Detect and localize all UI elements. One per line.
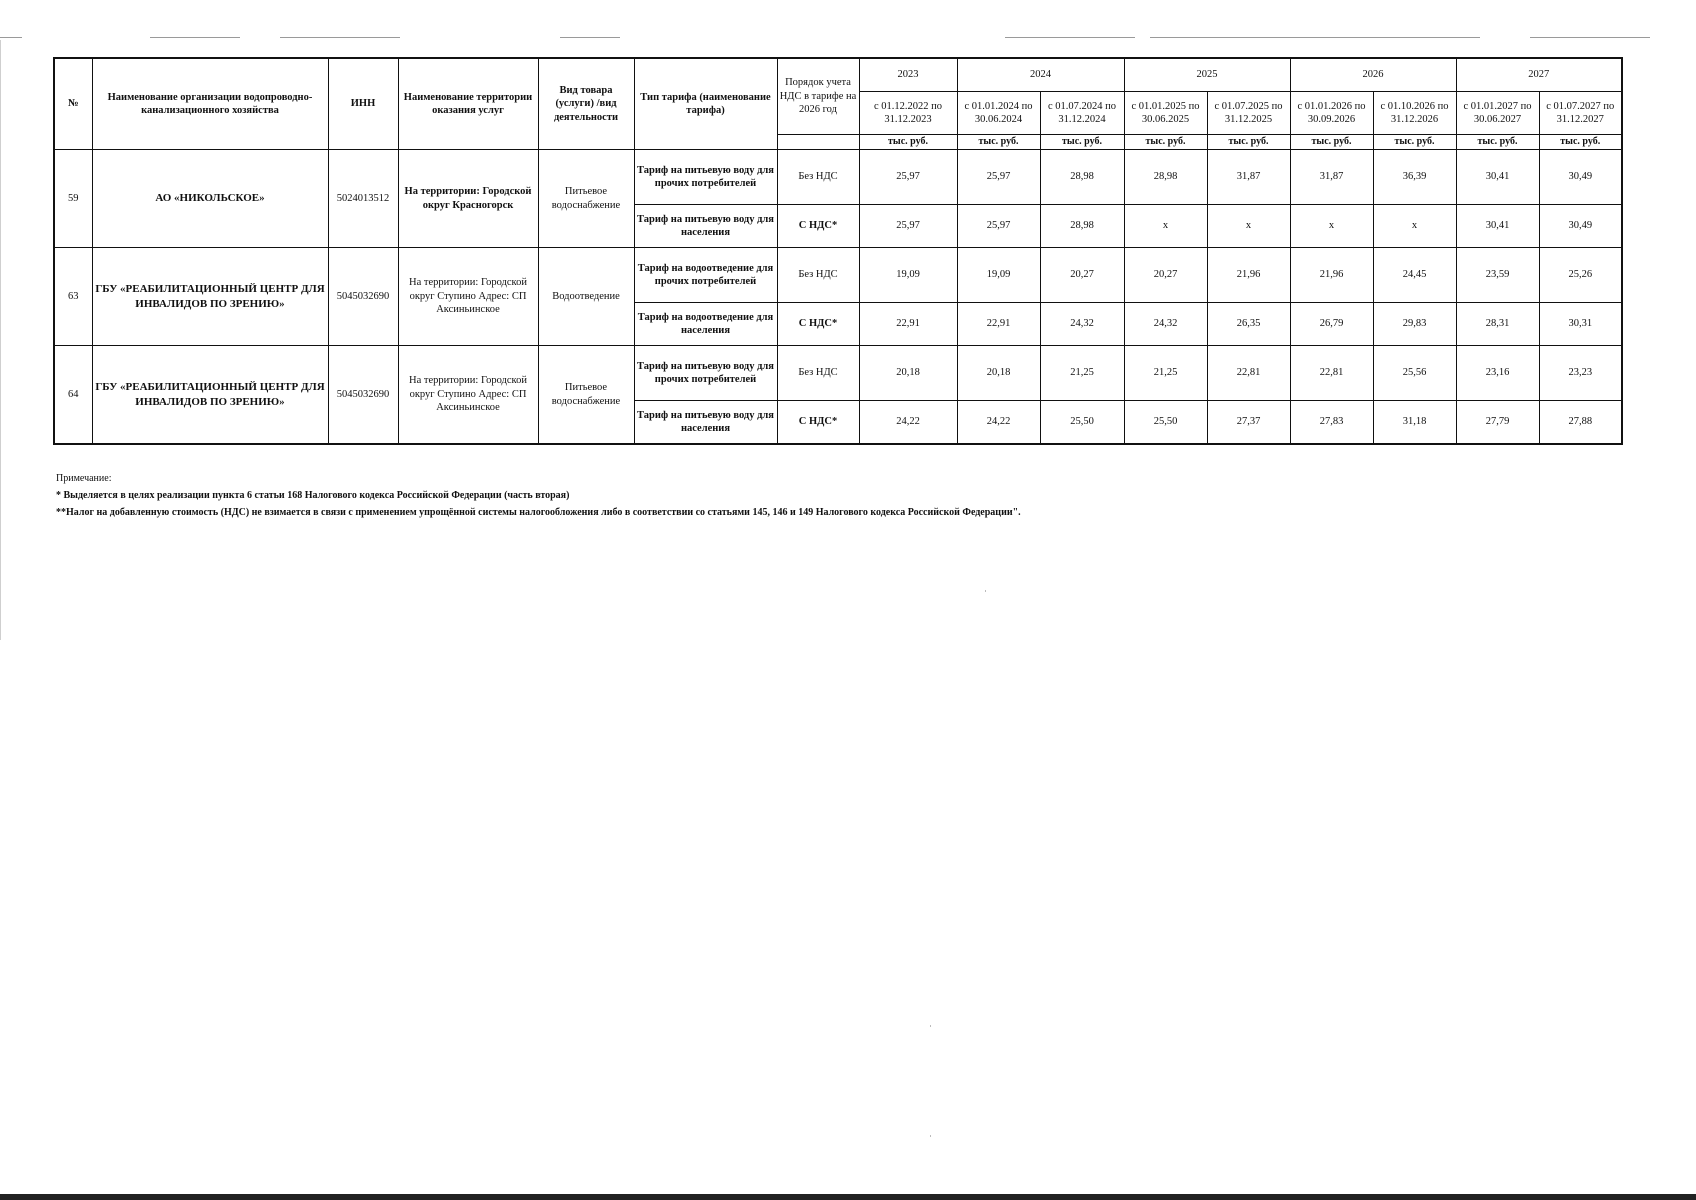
vat-order: Без НДС: [777, 248, 859, 303]
org-name: ГБУ «РЕАБИЛИТАЦИОННЫЙ ЦЕНТР ДЛЯ ИНВАЛИДОВ ПО ЗРЕНИЮ»: [92, 248, 328, 346]
tariff-value: 22,81: [1290, 346, 1373, 401]
table-row: [54, 248, 1622, 303]
header-service: Вид товара (услуги) /вид деятельности: [538, 58, 634, 150]
tariff-value: 19,09: [957, 248, 1040, 303]
tariff-value: 25,97: [859, 150, 957, 205]
tariff-value: 27,88: [1539, 401, 1622, 445]
tariff-value: 28,98: [1124, 150, 1207, 205]
header-unit: тыс. руб.: [1040, 135, 1124, 150]
tariff-value: 25,97: [957, 205, 1040, 248]
header-unit: тыс. руб.: [1456, 135, 1539, 150]
tariff-value: 27,79: [1456, 401, 1539, 445]
scan-mark: [1530, 37, 1650, 38]
vat-order: С НДС*: [777, 303, 859, 346]
header-vat-order: Порядок учета НДС в тарифе на 2026 год: [777, 58, 859, 135]
tariff-value: 26,35: [1207, 303, 1290, 346]
tariff-value: 19,09: [859, 248, 957, 303]
tariff-value: 25,26: [1539, 248, 1622, 303]
scan-mark: [1150, 37, 1480, 38]
header-unit: тыс. руб.: [1207, 135, 1290, 150]
note-line: * Выделяется в целях реализации пункта 6 статьи 168 Налогового кодекса Российской Федерации (часть вторая): [56, 490, 570, 501]
header-unit: тыс. руб.: [1373, 135, 1456, 150]
scan-mark: [150, 37, 240, 38]
header-period: с 01.01.2025 по 30.06.2025: [1124, 92, 1207, 135]
tariff-value: 21,96: [1290, 248, 1373, 303]
tariff-value: 22,91: [859, 303, 957, 346]
tariff-value: 36,39: [1373, 150, 1456, 205]
tariff-value: 25,50: [1124, 401, 1207, 445]
org-name: АО «НИКОЛЬСКОЕ»: [92, 150, 328, 248]
tariff-value: 25,50: [1040, 401, 1124, 445]
header-period: с 01.01.2027 по 30.06.2027: [1456, 92, 1539, 135]
territory: На территории: Городской округ Ступино Адрес: СП Аксиньинское: [398, 248, 538, 346]
tariff-value: 27,83: [1290, 401, 1373, 445]
service-type: Питьевое водоснабжение: [538, 150, 634, 248]
header-unit: тыс. руб.: [859, 135, 957, 150]
org-name: ГБУ «РЕАБИЛИТАЦИОННЫЙ ЦЕНТР ДЛЯ ИНВАЛИДОВ ПО ЗРЕНИЮ»: [92, 346, 328, 445]
tariff-value: 21,25: [1124, 346, 1207, 401]
inn-value: 5045032690: [328, 346, 398, 445]
tariff-value: 25,97: [957, 150, 1040, 205]
scan-mark: [0, 37, 22, 38]
tariff-value: 24,32: [1124, 303, 1207, 346]
scan-edge: [0, 40, 1, 640]
territory: На территории: Городской округ Красногорск: [398, 150, 538, 248]
tariff-table: [53, 57, 1623, 445]
header-period: с 01.07.2027 по 31.12.2027: [1539, 92, 1622, 135]
table-row: [54, 150, 1622, 205]
header-period: с 01.12.2022 по 31.12.2023: [859, 92, 957, 135]
row-number: 59: [54, 150, 92, 248]
tariff-value: 28,98: [1040, 205, 1124, 248]
tariff-value: 30,49: [1539, 150, 1622, 205]
header-vat-order-continued: [777, 135, 859, 150]
header-territory: Наименование территории оказания услуг: [398, 58, 538, 150]
tariff-value: 28,98: [1040, 150, 1124, 205]
tariff-value: 20,18: [859, 346, 957, 401]
header-row-years: [54, 58, 1622, 92]
tariff-value: 21,25: [1040, 346, 1124, 401]
scan-mark: [1005, 37, 1135, 38]
tariff-value: x: [1207, 205, 1290, 248]
tariff-value: 23,59: [1456, 248, 1539, 303]
header-unit: тыс. руб.: [1124, 135, 1207, 150]
tariff-value: 25,97: [859, 205, 957, 248]
tariff-value: x: [1290, 205, 1373, 248]
tariff-value: 25,56: [1373, 346, 1456, 401]
tariff-value: 29,83: [1373, 303, 1456, 346]
tariff-value: 31,87: [1290, 150, 1373, 205]
tariff-value: 30,49: [1539, 205, 1622, 248]
tariff-value: 20,27: [1040, 248, 1124, 303]
inn-value: 5045032690: [328, 248, 398, 346]
scan-speck: [930, 1135, 931, 1137]
note-line: **Налог на добавленную стоимость (НДС) не взимается в связи с применением упрощённой системы налогообложения либо в соответствии со статьями 145, 146 и 149 Налогового кодекса Российской Федерации".: [56, 507, 1021, 518]
tariff-value: 22,91: [957, 303, 1040, 346]
header-no: №: [54, 58, 92, 150]
tariff-value: 30,41: [1456, 205, 1539, 248]
scan-mark: [280, 37, 400, 38]
tariff-name: Тариф на питьевую воду для прочих потребителей: [634, 150, 777, 205]
territory: На территории: Городской округ Ступино Адрес: СП Аксиньинское: [398, 346, 538, 445]
header-unit: тыс. руб.: [1290, 135, 1373, 150]
tariff-value: 23,23: [1539, 346, 1622, 401]
tariff-value: 23,16: [1456, 346, 1539, 401]
tariff-value: 21,96: [1207, 248, 1290, 303]
tariff-value: 20,27: [1124, 248, 1207, 303]
header-year-2023: 2023: [859, 58, 957, 92]
scan-speck: [985, 590, 986, 592]
tariff-value: 24,22: [859, 401, 957, 445]
tariff-value: 22,81: [1207, 346, 1290, 401]
tariff-value: 27,37: [1207, 401, 1290, 445]
scan-mark: [560, 37, 620, 38]
header-year-2025: 2025: [1124, 58, 1290, 92]
header-period: с 01.10.2026 по 31.12.2026: [1373, 92, 1456, 135]
tariff-value: 24,45: [1373, 248, 1456, 303]
tariff-value: 31,87: [1207, 150, 1290, 205]
notes-section: [56, 470, 1021, 521]
header-org-name: Наименование организации водопроводно-канализационного хозяйства: [92, 58, 328, 150]
header-unit: тыс. руб.: [957, 135, 1040, 150]
scan-bottom-band: [0, 1194, 1696, 1200]
tariff-value: 24,32: [1040, 303, 1124, 346]
tariff-value: 31,18: [1373, 401, 1456, 445]
header-period: с 01.01.2024 по 30.06.2024: [957, 92, 1040, 135]
inn-value: 5024013512: [328, 150, 398, 248]
scan-speck: [930, 1025, 931, 1027]
header-period: с 01.01.2026 по 30.09.2026: [1290, 92, 1373, 135]
header-period: с 01.07.2025 по 31.12.2025: [1207, 92, 1290, 135]
vat-order: Без НДС: [777, 346, 859, 401]
header-year-2026: 2026: [1290, 58, 1456, 92]
tariff-name: Тариф на питьевую воду для населения: [634, 205, 777, 248]
tariff-value: 28,31: [1456, 303, 1539, 346]
table-row: [54, 346, 1622, 401]
tariff-name: Тариф на водоотведение для населения: [634, 303, 777, 346]
header-unit: тыс. руб.: [1539, 135, 1622, 150]
row-number: 64: [54, 346, 92, 445]
service-type: Питьевое водоснабжение: [538, 346, 634, 445]
tariff-value: x: [1373, 205, 1456, 248]
tariff-name: Тариф на питьевую воду для населения: [634, 401, 777, 445]
tariff-value: 26,79: [1290, 303, 1373, 346]
header-year-2024: 2024: [957, 58, 1124, 92]
vat-order: Без НДС: [777, 150, 859, 205]
header-tariff-type: Тип тарифа (наименование тарифа): [634, 58, 777, 150]
tariff-value: 30,41: [1456, 150, 1539, 205]
vat-order: С НДС*: [777, 205, 859, 248]
tariff-value: x: [1124, 205, 1207, 248]
tariff-name: Тариф на водоотведение для прочих потребителей: [634, 248, 777, 303]
tariff-value: 30,31: [1539, 303, 1622, 346]
header-year-2027: 2027: [1456, 58, 1622, 92]
vat-order: С НДС*: [777, 401, 859, 445]
notes-title: Примечание:: [56, 473, 112, 484]
tariff-name: Тариф на питьевую воду для прочих потребителей: [634, 346, 777, 401]
service-type: Водоотведение: [538, 248, 634, 346]
tariff-value: 24,22: [957, 401, 1040, 445]
row-number: 63: [54, 248, 92, 346]
tariff-value: 20,18: [957, 346, 1040, 401]
header-period: с 01.07.2024 по 31.12.2024: [1040, 92, 1124, 135]
header-inn: ИНН: [328, 58, 398, 150]
